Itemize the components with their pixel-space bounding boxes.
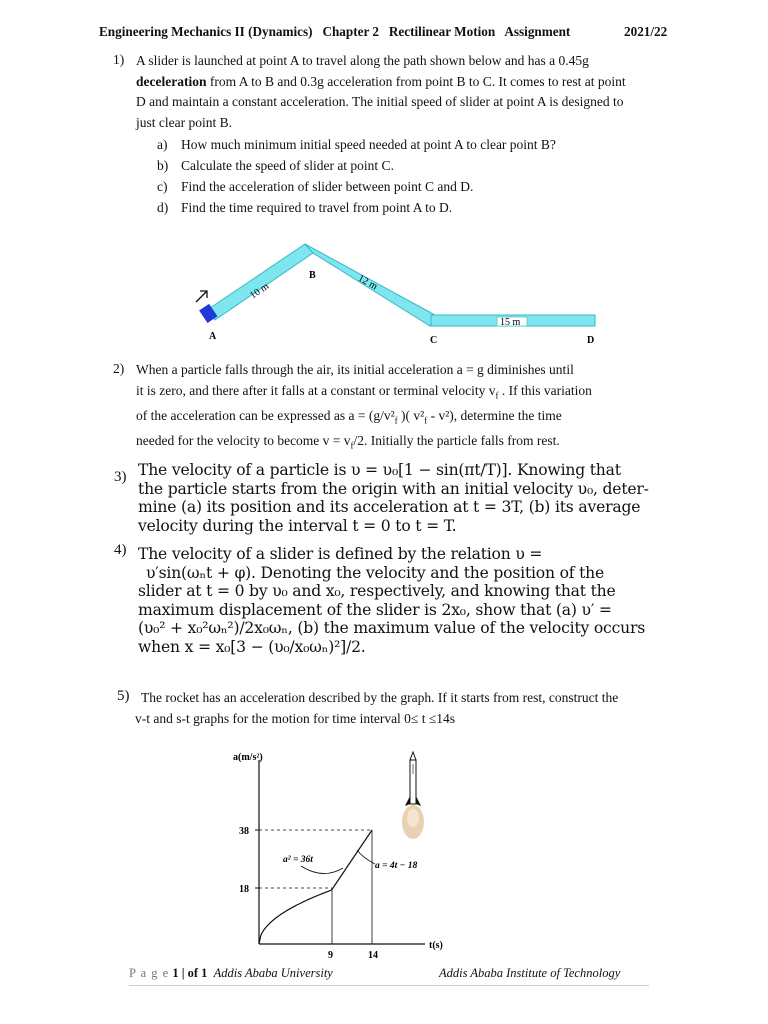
question-3-number: 3) bbox=[114, 469, 127, 485]
q4-line-3: slider at t = 0 by υ₀ and x₀, respectively, and knowing that the bbox=[138, 582, 616, 600]
question-2-number: 2) bbox=[113, 361, 125, 376]
q4-line-1: The velocity of a slider is defined by the relation υ = bbox=[138, 545, 543, 563]
point-a-label: A bbox=[209, 331, 217, 342]
question-2-text bbox=[136, 360, 679, 456]
y-tick-label-18: 18 bbox=[239, 884, 249, 895]
q1-part-a bbox=[157, 134, 657, 155]
q2-line-3-sub2: f bbox=[424, 415, 428, 426]
track-segment-ab bbox=[207, 244, 313, 320]
q1-part-d bbox=[157, 197, 657, 218]
q1-line-3: D and maintain a constant acceleration. The initial speed of slider at point A is designed to bbox=[136, 94, 624, 109]
y-axis-label: a(m/s²) bbox=[233, 752, 263, 763]
question-4-number: 4) bbox=[114, 542, 127, 558]
point-c-label: C bbox=[430, 335, 438, 346]
q1-part-b-text: Calculate the speed of slider at point C. bbox=[181, 158, 394, 173]
q4-line-6: when x = x₀[3 − (υ₀/x₀ωₙ)²]/2. bbox=[138, 637, 366, 656]
footer-page-word: P a g e bbox=[129, 966, 170, 980]
footer-page-of: | of 1 bbox=[181, 966, 208, 980]
q1-line-1: A slider is launched at point A to travel along the path shown below and has a 0.45g bbox=[136, 53, 589, 68]
footer-divider bbox=[129, 985, 649, 986]
q2-line-3 bbox=[136, 406, 679, 431]
q2-line-2-a: it is zero, and there after it falls at a constant or terminal velocity v bbox=[136, 382, 496, 398]
q4-line-2: υ′sin(ωₙt + φ). Denoting the velocity and the position of the bbox=[146, 563, 605, 582]
series-linear-line bbox=[332, 830, 372, 890]
q1-part-d-label: d) bbox=[157, 200, 169, 215]
curve-2-label: a = 4t − 18 bbox=[375, 861, 418, 871]
acceleration-time-graph bbox=[225, 740, 485, 962]
q3-line-3: mine (a) its position and its acceleration at t = 3T, (b) its average bbox=[138, 498, 641, 516]
q1-part-b-label: b) bbox=[157, 158, 169, 173]
q1-part-d-text: Find the time required to travel from point A to D. bbox=[181, 200, 453, 215]
q1-part-a-label: a) bbox=[157, 137, 168, 152]
q3-line-4: velocity during the interval t = 0 to t = T. bbox=[138, 516, 457, 535]
q2-line-2-sub: f bbox=[495, 390, 499, 401]
q1-bold-word: deceleration bbox=[136, 73, 207, 89]
q4-line-4: maximum displacement of the slider is 2x₀, show that (a) υ′ = bbox=[138, 600, 612, 619]
q3-line-2: the particle starts from the origin with an initial velocity υ₀, deter- bbox=[138, 479, 649, 498]
question-1-parts bbox=[157, 134, 657, 218]
academic-year: 2021/22 bbox=[624, 24, 668, 39]
slider-path-figure bbox=[185, 240, 605, 350]
rocket-icon bbox=[402, 752, 424, 839]
x-tick-label-9: 9 bbox=[328, 950, 333, 961]
q2-line-4-end: /2. Initially the particle falls from rest. bbox=[353, 432, 560, 448]
footer-institute: Addis Ababa Institute of Technology bbox=[439, 966, 621, 980]
question-5-number: 5) bbox=[117, 688, 130, 704]
q2-line-3-e: - v²), determine the time bbox=[427, 407, 562, 423]
question-3-text bbox=[138, 461, 653, 535]
footer-page-info bbox=[129, 966, 333, 981]
q2-line-4 bbox=[136, 431, 679, 456]
q1-part-a-text: How much minimum initial speed needed at point A to clear point B? bbox=[181, 137, 556, 152]
q2-line-3-sub1: f bbox=[394, 415, 398, 426]
q2-line-2-end: . If this variation bbox=[498, 382, 592, 398]
curve-1-label: a² = 36t bbox=[283, 855, 313, 865]
question-5-text bbox=[135, 688, 681, 729]
q1-line-2-rest: from A to B and 0.3g acceleration from point B to C. It comes to rest at point bbox=[206, 73, 626, 89]
x-tick-label-14: 14 bbox=[368, 950, 378, 961]
length-bc-label: 12 m bbox=[356, 272, 380, 293]
q2-line-2 bbox=[136, 381, 679, 406]
q1-part-c bbox=[157, 176, 657, 197]
curve-1-pointer bbox=[301, 866, 343, 874]
q1-part-c-label: c) bbox=[157, 179, 168, 194]
document-header: Engineering Mechanics II (Dynamics) Chapter 2 Rectilinear Motion Assignment bbox=[99, 24, 571, 39]
q2-line-1: When a particle falls through the air, its initial acceleration a = g diminishes until bbox=[136, 362, 574, 377]
q2-line-4-sub: f bbox=[350, 440, 354, 451]
question-4-text bbox=[138, 545, 653, 656]
point-d-label: D bbox=[587, 335, 595, 346]
q1-part-b bbox=[157, 155, 657, 176]
point-b-label: B bbox=[309, 270, 316, 281]
q1-line-4: just clear point B. bbox=[136, 114, 232, 130]
q1-part-c-text: Find the acceleration of slider between point C and D. bbox=[181, 179, 474, 194]
question-1-text bbox=[136, 51, 679, 133]
footer-page-number: 1 bbox=[172, 966, 179, 980]
q2-line-3-c: )( v² bbox=[397, 407, 425, 423]
q3-line-1: The velocity of a particle is υ = υ₀[1 − sin(πt/T)]. Knowing that bbox=[138, 461, 621, 479]
q1-line-2 bbox=[136, 72, 679, 93]
y-tick-label-38: 38 bbox=[239, 826, 249, 837]
q5-line-1: The rocket has an acceleration described by the graph. If it starts from rest, construct the bbox=[141, 690, 619, 705]
question-1-number: 1) bbox=[113, 52, 125, 67]
launch-arrow-icon bbox=[196, 291, 207, 302]
q2-line-4-a: needed for the velocity to become v = v bbox=[136, 432, 351, 448]
q5-line-2: v-t and s-t graphs for the motion for time interval 0≤ t ≤14s bbox=[135, 710, 456, 726]
length-cd-label: 15 m bbox=[500, 317, 521, 328]
q2-line-3-a: of the acceleration can be expressed as a = (g/v² bbox=[136, 407, 395, 423]
x-axis-label: t(s) bbox=[429, 940, 443, 951]
length-ab-label: 10 m bbox=[248, 280, 272, 302]
q4-line-5: (υ₀² + x₀²ωₙ²)/2x₀ωₙ, (b) the maximum value of the velocity occurs bbox=[138, 619, 646, 637]
footer-university: Addis Ababa University bbox=[213, 966, 333, 980]
series-parabola-curve bbox=[259, 890, 332, 944]
